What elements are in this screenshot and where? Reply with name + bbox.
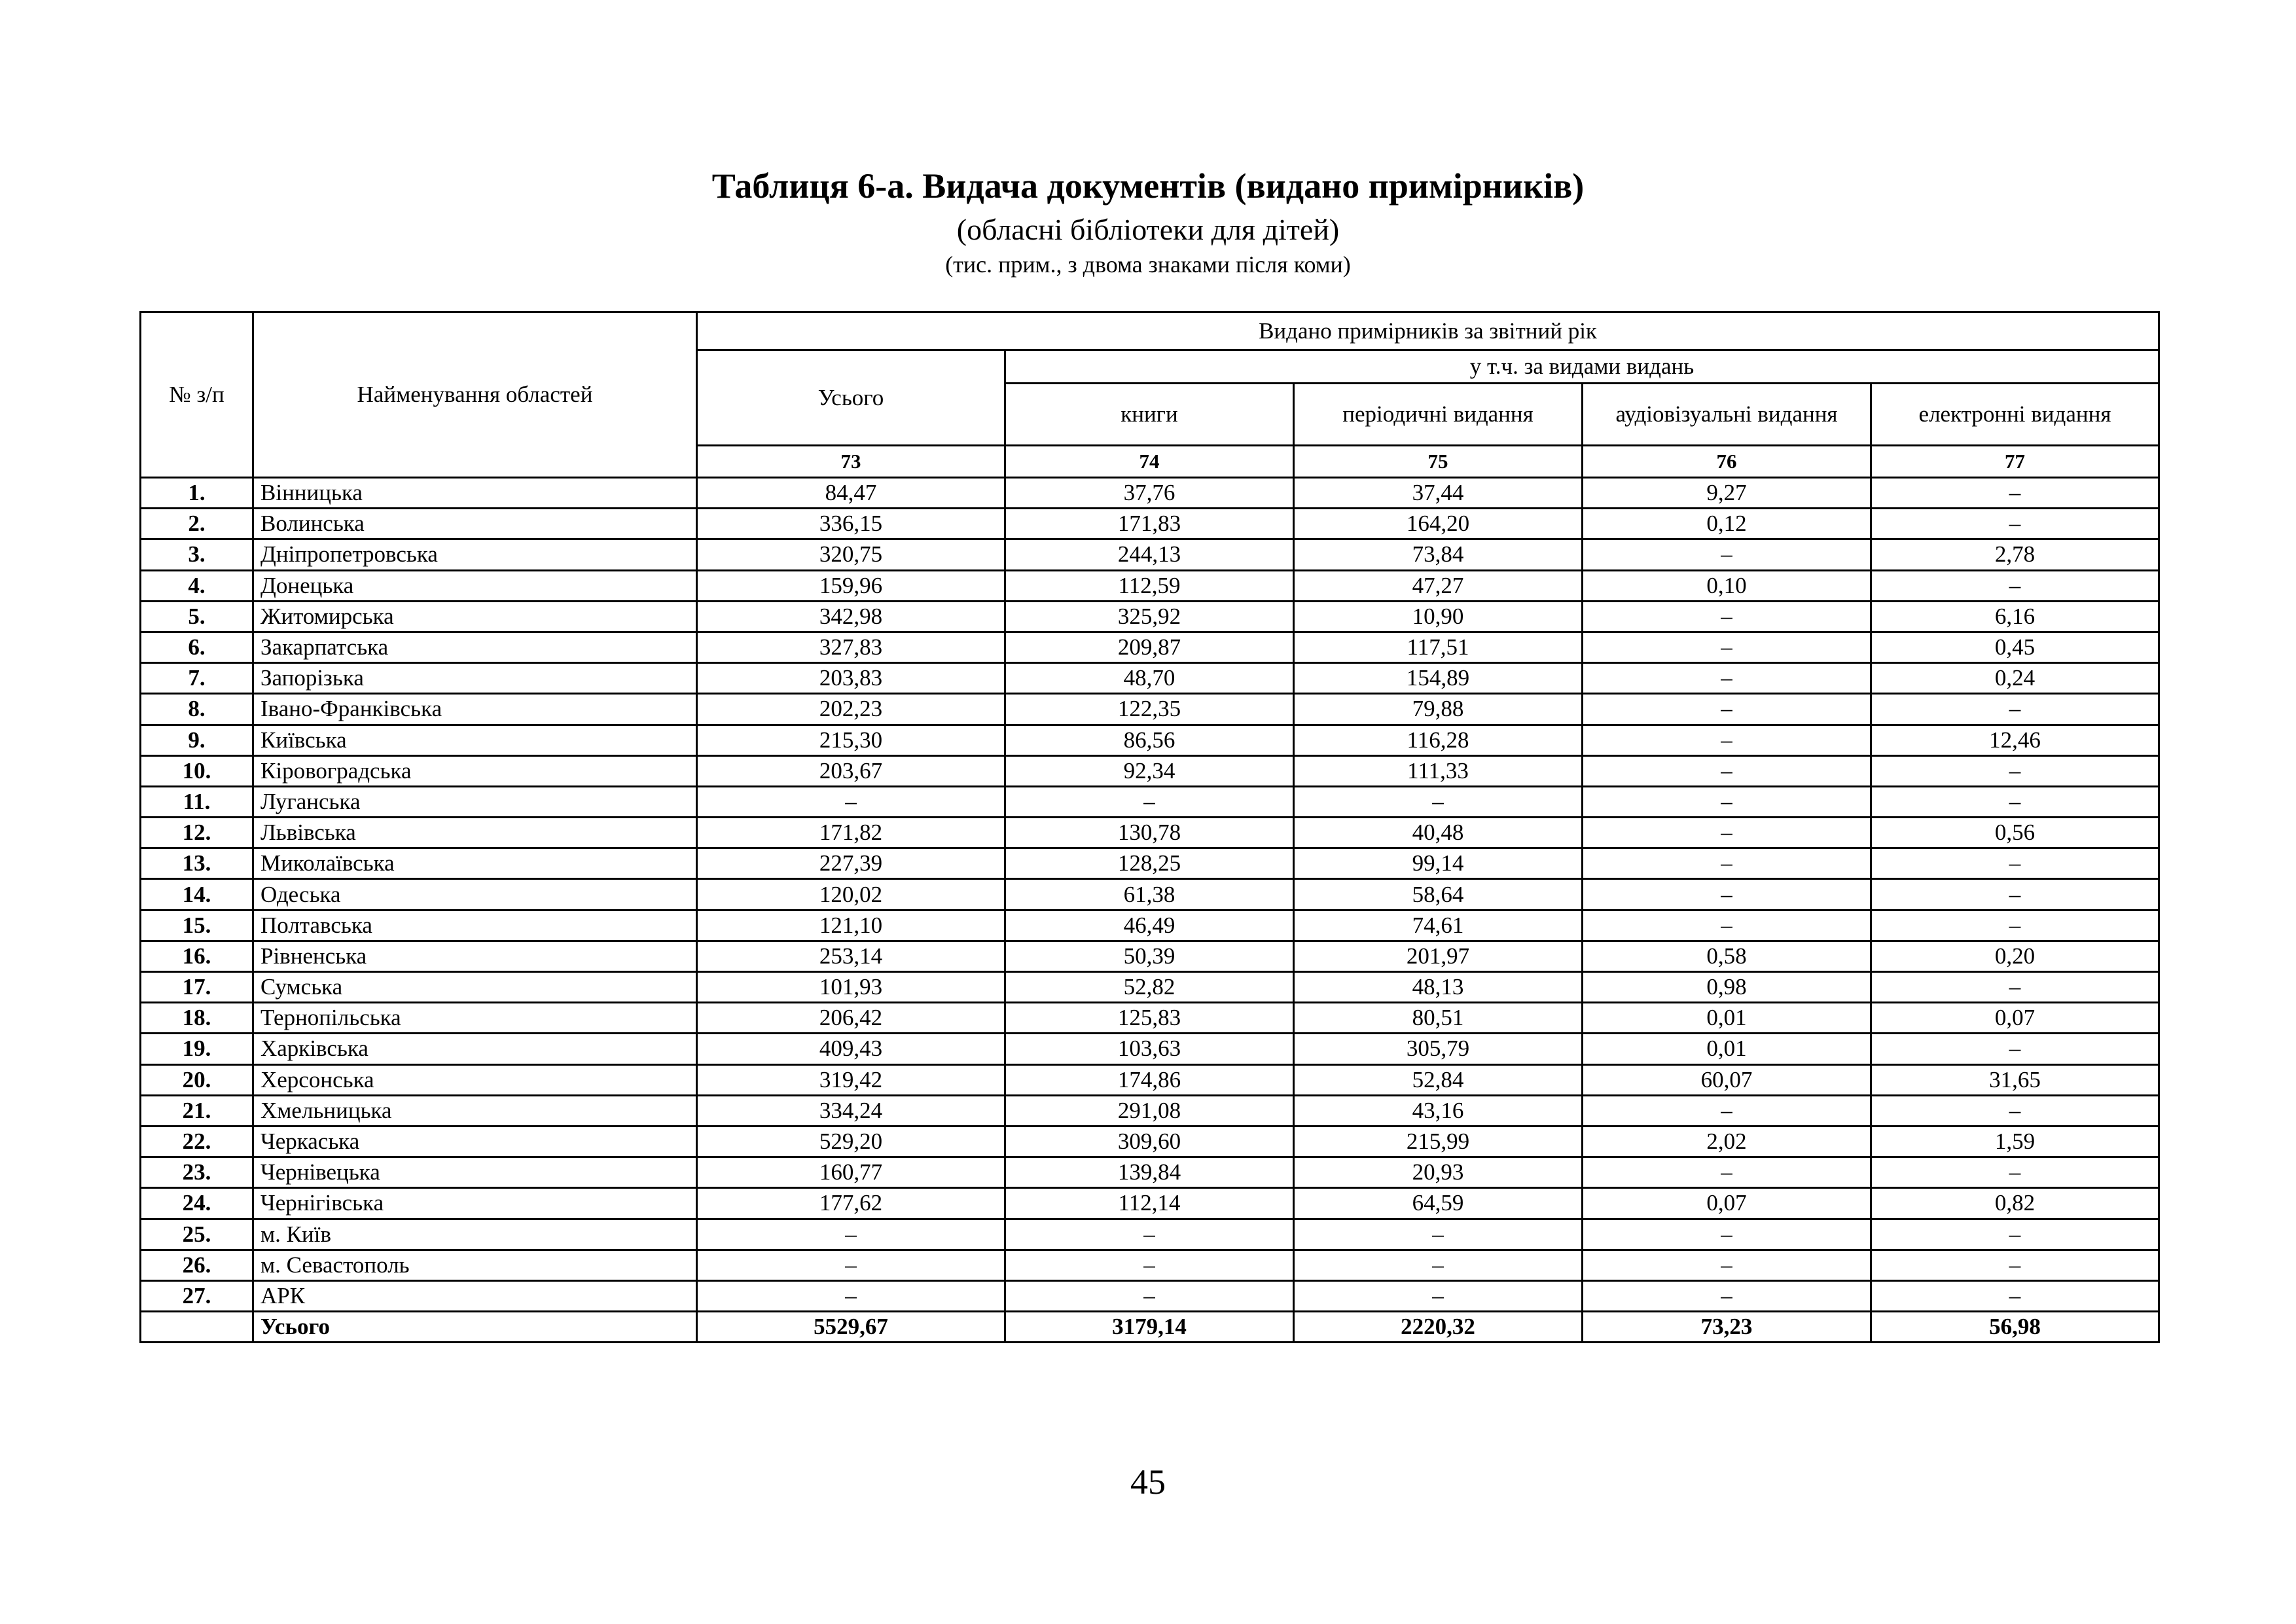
cell-electronic: 0,56 xyxy=(1871,818,2159,848)
cell-electronic: – xyxy=(1871,755,2159,786)
data-table xyxy=(139,311,2160,1343)
cell-audiovisual: – xyxy=(1583,632,1871,662)
cell-books: 61,38 xyxy=(1005,879,1294,910)
cell-audiovisual: 0,98 xyxy=(1583,972,1871,1003)
region-name: Тернопільська xyxy=(253,1003,697,1034)
cell-audiovisual: 0,58 xyxy=(1583,941,1871,971)
cell-books: 50,39 xyxy=(1005,941,1294,971)
cell-electronic: – xyxy=(1871,509,2159,539)
cell-electronic: – xyxy=(1871,478,2159,509)
cell-books: 244,13 xyxy=(1005,539,1294,570)
table-row xyxy=(141,1126,2159,1157)
totals-no xyxy=(141,1312,253,1343)
table-row xyxy=(141,1064,2159,1095)
cell-total: 202,23 xyxy=(697,694,1005,725)
region-name: Закарпатська xyxy=(253,632,697,662)
cell-periodicals: 80,51 xyxy=(1294,1003,1583,1034)
region-name: Дніпропетровська xyxy=(253,539,697,570)
cell-electronic: 12,46 xyxy=(1871,725,2159,755)
cell-periodicals: 116,28 xyxy=(1294,725,1583,755)
cell-periodicals: – xyxy=(1294,1219,1583,1250)
header-by-type: у т.ч. за видами видань xyxy=(1005,350,2159,384)
table-row xyxy=(141,848,2159,879)
row-number: 18. xyxy=(141,1003,253,1034)
cell-electronic: – xyxy=(1871,1034,2159,1064)
cell-total: 159,96 xyxy=(697,570,1005,601)
cell-audiovisual: – xyxy=(1583,694,1871,725)
row-number: 12. xyxy=(141,818,253,848)
cell-books: 130,78 xyxy=(1005,818,1294,848)
cell-books: 309,60 xyxy=(1005,1126,1294,1157)
row-number: 1. xyxy=(141,478,253,509)
region-name: Чернігівська xyxy=(253,1188,697,1219)
cell-periodicals: 111,33 xyxy=(1294,755,1583,786)
cell-audiovisual: – xyxy=(1583,848,1871,879)
cell-electronic: – xyxy=(1871,570,2159,601)
cell-periodicals: 10,90 xyxy=(1294,601,1583,632)
cell-electronic: – xyxy=(1871,879,2159,910)
header-total: Усього xyxy=(697,350,1005,446)
header-name: Найменування областей xyxy=(253,312,697,478)
table-row xyxy=(141,601,2159,632)
col-number: 74 xyxy=(1005,446,1294,478)
cell-audiovisual: – xyxy=(1583,1095,1871,1126)
region-name: Черкаська xyxy=(253,1126,697,1157)
row-number: 21. xyxy=(141,1095,253,1126)
cell-periodicals: 52,84 xyxy=(1294,1064,1583,1095)
cell-periodicals: 154,89 xyxy=(1294,663,1583,694)
cell-electronic: – xyxy=(1871,1280,2159,1311)
col-number: 77 xyxy=(1871,446,2159,478)
cell-periodicals: 79,88 xyxy=(1294,694,1583,725)
region-name: Волинська xyxy=(253,509,697,539)
cell-books: – xyxy=(1005,1280,1294,1311)
region-name: м. Севастополь xyxy=(253,1250,697,1280)
row-number: 11. xyxy=(141,786,253,817)
region-name: Львівська xyxy=(253,818,697,848)
table-row xyxy=(141,755,2159,786)
row-number: 8. xyxy=(141,694,253,725)
row-number: 17. xyxy=(141,972,253,1003)
table-row xyxy=(141,1250,2159,1280)
cell-books: 48,70 xyxy=(1005,663,1294,694)
cell-audiovisual: 2,02 xyxy=(1583,1126,1871,1157)
region-name: Чернівецька xyxy=(253,1157,697,1188)
cell-electronic: – xyxy=(1871,786,2159,817)
row-number: 13. xyxy=(141,848,253,879)
cell-audiovisual: 0,07 xyxy=(1583,1188,1871,1219)
cell-audiovisual: 0,01 xyxy=(1583,1003,1871,1034)
cell-books: 86,56 xyxy=(1005,725,1294,755)
cell-books: – xyxy=(1005,1250,1294,1280)
region-name: Івано-Франківська xyxy=(253,694,697,725)
table-row xyxy=(141,972,2159,1003)
cell-books: 291,08 xyxy=(1005,1095,1294,1126)
cell-total: 203,67 xyxy=(697,755,1005,786)
cell-books: 209,87 xyxy=(1005,632,1294,662)
cell-total: 320,75 xyxy=(697,539,1005,570)
cell-total: 319,42 xyxy=(697,1064,1005,1095)
cell-periodicals: 20,93 xyxy=(1294,1157,1583,1188)
totals-periodicals: 2220,32 xyxy=(1294,1312,1583,1343)
cell-periodicals: – xyxy=(1294,1250,1583,1280)
row-number: 15. xyxy=(141,910,253,941)
cell-books: 122,35 xyxy=(1005,694,1294,725)
cell-books: 103,63 xyxy=(1005,1034,1294,1064)
table-row xyxy=(141,818,2159,848)
cell-books: 171,83 xyxy=(1005,509,1294,539)
cell-books: 128,25 xyxy=(1005,848,1294,879)
cell-periodicals: 64,59 xyxy=(1294,1188,1583,1219)
cell-books: 125,83 xyxy=(1005,1003,1294,1034)
region-name: Харківська xyxy=(253,1034,697,1064)
col-number: 75 xyxy=(1294,446,1583,478)
table-row xyxy=(141,1280,2159,1311)
cell-total: 342,98 xyxy=(697,601,1005,632)
region-name: Одеська xyxy=(253,879,697,910)
table-row xyxy=(141,478,2159,509)
cell-total: – xyxy=(697,1219,1005,1250)
cell-electronic: 0,20 xyxy=(1871,941,2159,971)
cell-electronic: – xyxy=(1871,972,2159,1003)
cell-total: – xyxy=(697,786,1005,817)
cell-electronic: 0,07 xyxy=(1871,1003,2159,1034)
cell-total: 84,47 xyxy=(697,478,1005,509)
row-number: 6. xyxy=(141,632,253,662)
table-row xyxy=(141,725,2159,755)
cell-books: 139,84 xyxy=(1005,1157,1294,1188)
cell-electronic: 0,82 xyxy=(1871,1188,2159,1219)
row-number: 14. xyxy=(141,879,253,910)
cell-audiovisual: – xyxy=(1583,879,1871,910)
region-name: АРК xyxy=(253,1280,697,1311)
cell-periodicals: – xyxy=(1294,1280,1583,1311)
region-name: Сумська xyxy=(253,972,697,1003)
cell-periodicals: 164,20 xyxy=(1294,509,1583,539)
cell-periodicals: 99,14 xyxy=(1294,848,1583,879)
cell-electronic: – xyxy=(1871,848,2159,879)
region-name: Хмельницька xyxy=(253,1095,697,1126)
cell-audiovisual: – xyxy=(1583,663,1871,694)
totals-audiovisual: 73,23 xyxy=(1583,1312,1871,1343)
cell-audiovisual: 0,10 xyxy=(1583,570,1871,601)
region-name: Луганська xyxy=(253,786,697,817)
table-row xyxy=(141,570,2159,601)
cell-audiovisual: 0,12 xyxy=(1583,509,1871,539)
region-name: Кіровоградська xyxy=(253,755,697,786)
table-row xyxy=(141,539,2159,570)
cell-electronic: – xyxy=(1871,910,2159,941)
cell-total: 529,20 xyxy=(697,1126,1005,1157)
table-subtitle: (обласні бібліотеки для дітей) xyxy=(956,213,1340,246)
cell-books: 46,49 xyxy=(1005,910,1294,941)
region-name: Київська xyxy=(253,725,697,755)
cell-audiovisual: – xyxy=(1583,601,1871,632)
cell-total: 120,02 xyxy=(697,879,1005,910)
cell-total: 334,24 xyxy=(697,1095,1005,1126)
cell-total: 336,15 xyxy=(697,509,1005,539)
row-number: 10. xyxy=(141,755,253,786)
row-number: 5. xyxy=(141,601,253,632)
cell-periodicals: 74,61 xyxy=(1294,910,1583,941)
table-row xyxy=(141,941,2159,971)
cell-audiovisual: – xyxy=(1583,786,1871,817)
region-name: Вінницька xyxy=(253,478,697,509)
cell-total: 227,39 xyxy=(697,848,1005,879)
cell-periodicals: 117,51 xyxy=(1294,632,1583,662)
cell-total: 203,83 xyxy=(697,663,1005,694)
cell-books: 112,59 xyxy=(1005,570,1294,601)
cell-audiovisual: – xyxy=(1583,725,1871,755)
region-name: Запорізька xyxy=(253,663,697,694)
cell-periodicals: 37,44 xyxy=(1294,478,1583,509)
cell-periodicals: 215,99 xyxy=(1294,1126,1583,1157)
cell-electronic: – xyxy=(1871,1219,2159,1250)
header-no: № з/п xyxy=(141,312,253,478)
cell-periodicals: 40,48 xyxy=(1294,818,1583,848)
cell-total: 121,10 xyxy=(697,910,1005,941)
table-row xyxy=(141,632,2159,662)
row-number: 20. xyxy=(141,1064,253,1095)
cell-audiovisual: – xyxy=(1583,818,1871,848)
cell-total: 253,14 xyxy=(697,941,1005,971)
cell-audiovisual: – xyxy=(1583,1250,1871,1280)
cell-total: – xyxy=(697,1250,1005,1280)
totals-total: 5529,67 xyxy=(697,1312,1005,1343)
row-number: 19. xyxy=(141,1034,253,1064)
cell-periodicals: 48,13 xyxy=(1294,972,1583,1003)
cell-electronic: – xyxy=(1871,694,2159,725)
region-name: Житомирська xyxy=(253,601,697,632)
region-name: Миколаївська xyxy=(253,848,697,879)
table-row xyxy=(141,663,2159,694)
region-name: Рівненська xyxy=(253,941,697,971)
header-electronic: електронні видання xyxy=(1871,384,2159,446)
table-row xyxy=(141,1034,2159,1064)
cell-electronic: 31,65 xyxy=(1871,1064,2159,1095)
header-issued: Видано примірників за звітний рік xyxy=(697,312,2159,350)
table-row xyxy=(141,879,2159,910)
cell-periodicals: 305,79 xyxy=(1294,1034,1583,1064)
table-row xyxy=(141,786,2159,817)
cell-electronic: 2,78 xyxy=(1871,539,2159,570)
cell-electronic: 6,16 xyxy=(1871,601,2159,632)
row-number: 24. xyxy=(141,1188,253,1219)
cell-electronic: 0,24 xyxy=(1871,663,2159,694)
header-books: книги xyxy=(1005,384,1294,446)
table-row xyxy=(141,910,2159,941)
cell-total: – xyxy=(697,1280,1005,1311)
cell-total: 101,93 xyxy=(697,972,1005,1003)
region-name: м. Київ xyxy=(253,1219,697,1250)
totals-row xyxy=(141,1312,2159,1343)
table-title: Таблиця 6-а. Видача документів (видано примірників) xyxy=(711,166,1585,206)
cell-books: – xyxy=(1005,786,1294,817)
totals-label: Усього xyxy=(253,1312,697,1343)
cell-books: – xyxy=(1005,1219,1294,1250)
cell-books: 112,14 xyxy=(1005,1188,1294,1219)
row-number: 9. xyxy=(141,725,253,755)
row-number: 27. xyxy=(141,1280,253,1311)
table-row xyxy=(141,1219,2159,1250)
cell-books: 174,86 xyxy=(1005,1064,1294,1095)
table-row xyxy=(141,509,2159,539)
cell-books: 92,34 xyxy=(1005,755,1294,786)
col-number: 76 xyxy=(1583,446,1871,478)
row-number: 2. xyxy=(141,509,253,539)
totals-books: 3179,14 xyxy=(1005,1312,1294,1343)
table-row xyxy=(141,1157,2159,1188)
cell-audiovisual: – xyxy=(1583,539,1871,570)
row-number: 4. xyxy=(141,570,253,601)
totals-electronic: 56,98 xyxy=(1871,1312,2159,1343)
header-periodicals: періодичні видання xyxy=(1294,384,1583,446)
cell-periodicals: – xyxy=(1294,786,1583,817)
units-note: (тис. прим., з двома знаками після коми) xyxy=(945,251,1351,278)
cell-audiovisual: – xyxy=(1583,1280,1871,1311)
cell-audiovisual: 60,07 xyxy=(1583,1064,1871,1095)
cell-periodicals: 73,84 xyxy=(1294,539,1583,570)
row-number: 23. xyxy=(141,1157,253,1188)
region-name: Херсонська xyxy=(253,1064,697,1095)
table-row xyxy=(141,1003,2159,1034)
region-name: Полтавська xyxy=(253,910,697,941)
cell-books: 325,92 xyxy=(1005,601,1294,632)
cell-periodicals: 201,97 xyxy=(1294,941,1583,971)
cell-total: 171,82 xyxy=(697,818,1005,848)
cell-electronic: 1,59 xyxy=(1871,1126,2159,1157)
cell-total: 206,42 xyxy=(697,1003,1005,1034)
row-number: 16. xyxy=(141,941,253,971)
table-row xyxy=(141,694,2159,725)
cell-total: 160,77 xyxy=(697,1157,1005,1188)
row-number: 3. xyxy=(141,539,253,570)
col-number: 73 xyxy=(697,446,1005,478)
cell-electronic: – xyxy=(1871,1250,2159,1280)
cell-audiovisual: – xyxy=(1583,1219,1871,1250)
cell-electronic: 0,45 xyxy=(1871,632,2159,662)
cell-periodicals: 47,27 xyxy=(1294,570,1583,601)
cell-total: 327,83 xyxy=(697,632,1005,662)
cell-total: 177,62 xyxy=(697,1188,1005,1219)
cell-total: 215,30 xyxy=(697,725,1005,755)
header-audiovisual: аудіовізуальні видання xyxy=(1583,384,1871,446)
cell-audiovisual: – xyxy=(1583,910,1871,941)
row-number: 26. xyxy=(141,1250,253,1280)
row-number: 25. xyxy=(141,1219,253,1250)
table-row xyxy=(141,1188,2159,1219)
row-number: 7. xyxy=(141,663,253,694)
cell-audiovisual: 9,27 xyxy=(1583,478,1871,509)
cell-audiovisual: 0,01 xyxy=(1583,1034,1871,1064)
cell-electronic: – xyxy=(1871,1095,2159,1126)
cell-periodicals: 58,64 xyxy=(1294,879,1583,910)
cell-electronic: – xyxy=(1871,1157,2159,1188)
cell-periodicals: 43,16 xyxy=(1294,1095,1583,1126)
cell-audiovisual: – xyxy=(1583,755,1871,786)
cell-books: 52,82 xyxy=(1005,972,1294,1003)
cell-books: 37,76 xyxy=(1005,478,1294,509)
cell-audiovisual: – xyxy=(1583,1157,1871,1188)
table-row xyxy=(141,1095,2159,1126)
region-name: Донецька xyxy=(253,570,697,601)
cell-total: 409,43 xyxy=(697,1034,1005,1064)
table-body xyxy=(141,478,2159,1312)
page-number: 45 xyxy=(1130,1462,1166,1502)
row-number: 22. xyxy=(141,1126,253,1157)
